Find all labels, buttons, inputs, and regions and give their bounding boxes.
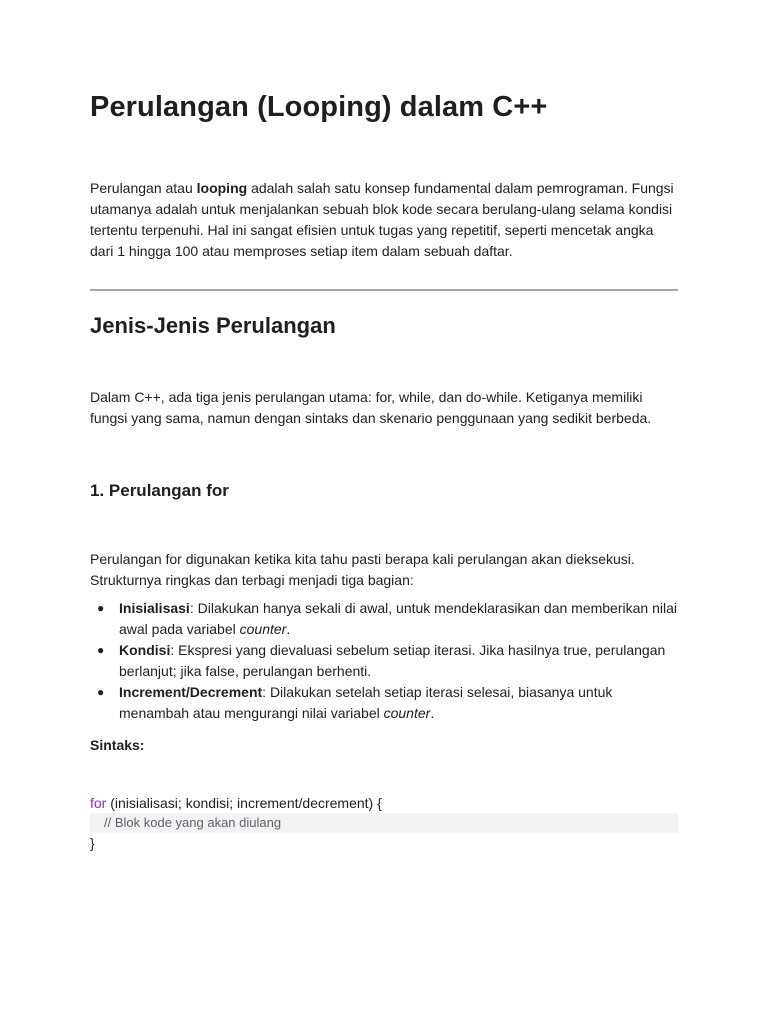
list-item-italic: counter (383, 705, 431, 721)
list-item-term: Inisialisasi (119, 600, 190, 616)
list-item-text: : Dilakukan hanya sekali di awal, untuk mendeklarasikan dan memberikan nilai awal pada variabel (119, 600, 677, 637)
list-item-text: : Dilakukan setelah setiap iterasi selesai, biasanya untuk menambah atau mengurangi nilai variabel (119, 684, 613, 721)
page-title: Perulangan (Looping) dalam C++ (90, 91, 548, 123)
intro-text-start: Perulangan atau (90, 180, 197, 196)
bullet-icon: ● (97, 601, 105, 615)
list-item (90, 682, 680, 724)
section-heading: Jenis-Jenis Perulangan (90, 313, 336, 338)
intro-bold-term: looping (196, 180, 248, 196)
section-divider (90, 289, 678, 291)
code-line-1-rest: (inisialisasi; kondisi; increment/decrement) { (106, 795, 382, 811)
bullet-icon: ● (97, 643, 105, 657)
bullet-icon: ● (97, 685, 105, 699)
for-paragraph: Perulangan for digunakan ketika kita tahu pasti berapa kali perulangan akan dieksekusi. Strukturnya ringkas dan terbagi menjadi tiga bagian: (90, 551, 635, 588)
for-heading: 1. Perulangan for (90, 481, 229, 500)
intro-text-end: adalah salah satu konsep fundamental dalam pemrograman. Fungsi utamanya adalah untuk menjalankan sebuah blok kode secara berulang-ulang selama kondisi tertentu terpenuhi. Hal ini sangat efisien untuk tugas yang repetitif, seperti mencetak angka dari 1 hingga 100 atau memproses setiap item dalam sebuah daftar. (90, 180, 674, 259)
list-item-italic: counter (239, 621, 287, 637)
code-block (90, 793, 678, 853)
code-comment: // Blok kode yang akan diulang (90, 813, 678, 833)
list-item-term: Increment/Decrement (119, 684, 263, 700)
list-item-text: : Ekspresi yang dievaluasi sebelum setiap iterasi. Jika hasilnya true, perulangan berlanjut; jika false, perulangan berhenti. (119, 642, 666, 679)
syntax-label: Sintaks: (90, 737, 145, 753)
code-line-1 (90, 793, 678, 813)
list-item (90, 598, 680, 640)
for-parts-list (90, 598, 680, 724)
types-paragraph: Dalam C++, ada tiga jenis perulangan utama: for, while, dan do-while. Ketiganya memiliki fungsi yang sama, namun dengan sintaks dan skenario penggunaan yang sedikit berbeda. (90, 389, 652, 426)
code-line-3: } (90, 835, 95, 851)
intro-paragraph (90, 178, 680, 262)
list-item-end: . (430, 705, 435, 721)
list-item-end: . (286, 621, 291, 637)
list-item (90, 640, 680, 682)
list-item-term: Kondisi (119, 642, 171, 658)
code-keyword: for (90, 795, 107, 811)
